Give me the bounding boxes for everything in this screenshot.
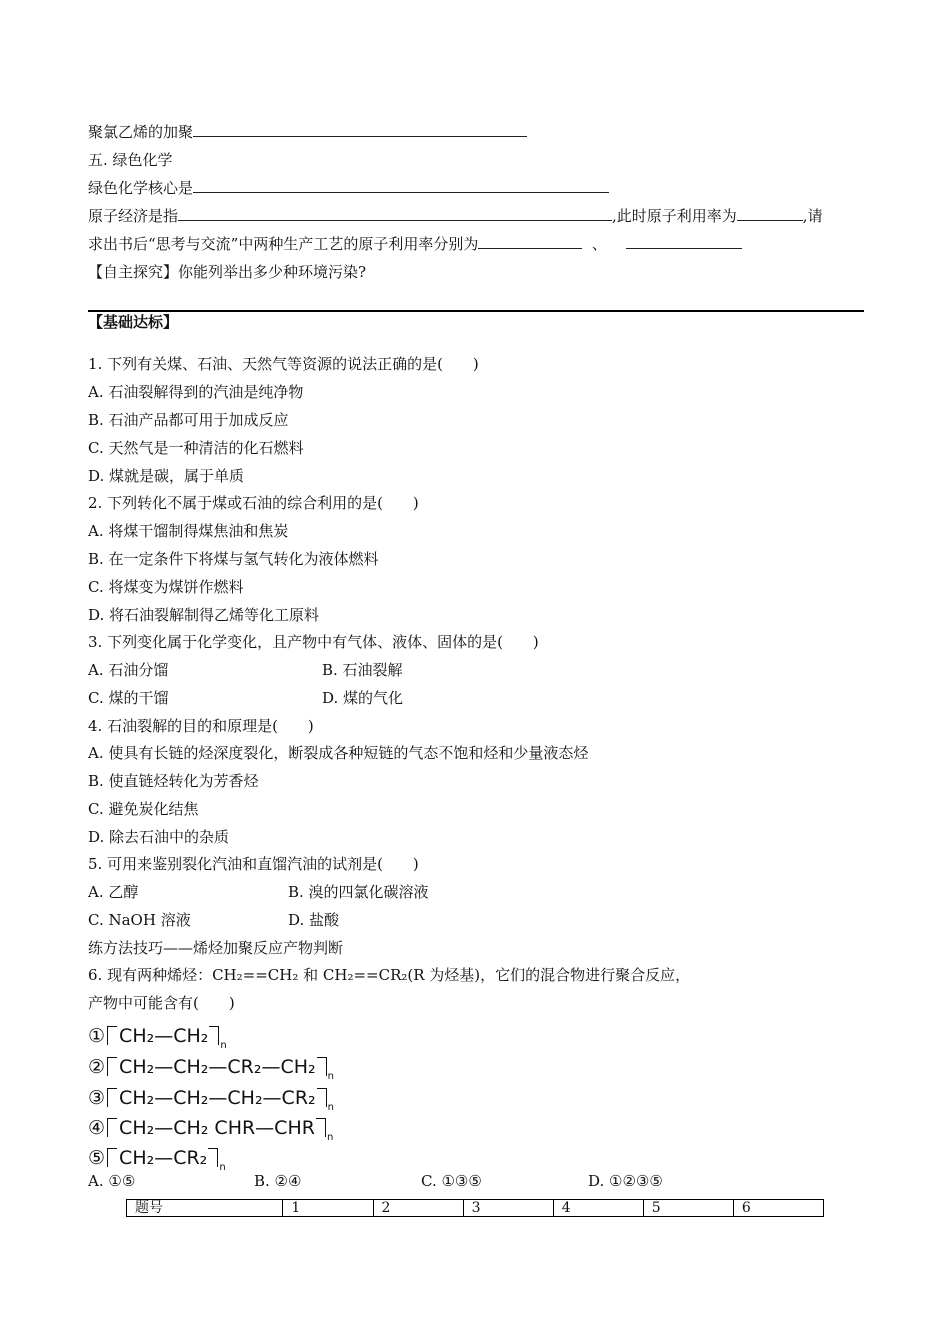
blank-atom-economy[interactable]	[178, 206, 612, 221]
formula-3	[88, 1086, 334, 1120]
blank-pvc[interactable]	[193, 122, 527, 137]
atom-economy-label: 原子经济是指	[88, 207, 179, 225]
q3-option-a[interactable]: A. 石油分馏	[88, 661, 169, 679]
q4-option-b[interactable]: B. 使直链烃转化为芳香烃	[88, 772, 259, 790]
bracket-close	[316, 1118, 326, 1137]
q3-stem: 3. 下列变化属于化学变化，且产物中有气体、液体、固体的是( )	[88, 633, 539, 651]
q3-option-b[interactable]: B. 石油裂解	[322, 661, 403, 679]
answer-cell-2[interactable]: 2	[373, 1200, 463, 1217]
q5-option-d[interactable]: D. 盐酸	[288, 911, 340, 929]
answer-cell-5[interactable]: 5	[643, 1200, 733, 1217]
calc-separator: 、	[591, 235, 607, 253]
table-row	[127, 1200, 824, 1217]
q2-option-d[interactable]: D. 将石油裂解制得乙烯等化工原料	[88, 606, 320, 624]
formula-2-body: CH₂—CH₂—CR₂—CH₂	[119, 1056, 316, 1078]
bracket-open	[107, 1057, 117, 1076]
line-atom-economy	[88, 206, 823, 226]
q1-option-c[interactable]: C. 天然气是一种清洁的化石燃料	[88, 439, 304, 457]
formula-4-number: ④	[88, 1117, 106, 1139]
bracket-open	[107, 1088, 117, 1107]
q2-stem: 2. 下列转化不属于煤或石油的综合利用的是( )	[88, 494, 419, 512]
answer-cell-1[interactable]: 1	[283, 1200, 373, 1217]
q5-option-c[interactable]: C. NaOH 溶液	[88, 911, 191, 929]
repeat-n: n	[327, 1102, 334, 1113]
q6-option-a[interactable]: A. ①⑤	[88, 1172, 136, 1190]
q2-option-a[interactable]: A. 将煤干馏制得煤焦油和焦炭	[88, 522, 289, 540]
q1-stem: 1. 下列有关煤、石油、天然气等资源的说法正确的是( )	[88, 355, 479, 373]
q5-stem: 5. 可用来鉴别裂化汽油和直馏汽油的试剂是( )	[88, 855, 419, 873]
answer-cell-6[interactable]: 6	[733, 1200, 823, 1217]
formula-3-body: CH₂—CH₂—CH₂—CR₂	[119, 1087, 316, 1109]
formula-4	[88, 1116, 333, 1150]
answer-table	[126, 1199, 824, 1217]
answer-cell-4[interactable]: 4	[553, 1200, 643, 1217]
repeat-n: n	[327, 1071, 334, 1082]
bracket-close	[208, 1148, 218, 1167]
q4-stem: 4. 石油裂解的目的和原理是( )	[88, 717, 314, 735]
line-pvc	[88, 122, 527, 142]
q1-option-b[interactable]: B. 石油产品都可用于加成反应	[88, 411, 289, 429]
answer-header-cell: 题号	[127, 1200, 283, 1217]
q4-option-d[interactable]: D. 除去石油中的杂质	[88, 828, 230, 846]
q6-stem-1: 6. 现有两种烯烃：CH₂==CH₂ 和 CH₂==CR₂(R 为烃基)，它们的混合物进行聚合反应，	[88, 966, 691, 984]
q5-option-a[interactable]: A. 乙醇	[88, 883, 139, 901]
formula-2	[88, 1055, 334, 1089]
formula-1	[88, 1024, 227, 1058]
q4-option-a[interactable]: A. 使具有长链的烃深度裂化，断裂成各种短链的气态不饱和烃和少量液态烃	[88, 744, 589, 762]
q3-option-d[interactable]: D. 煤的气化	[322, 689, 404, 707]
answer-cell-3[interactable]: 3	[463, 1200, 553, 1217]
bracket-close	[317, 1057, 327, 1076]
q1-option-a[interactable]: A. 石油裂解得到的汽油是纯净物	[88, 383, 304, 401]
q6-option-c[interactable]: C. ①③⑤	[421, 1172, 482, 1190]
formula-3-number: ③	[88, 1087, 106, 1109]
blank-calc-2[interactable]	[626, 234, 742, 249]
bracket-open	[107, 1148, 117, 1167]
blank-green-core[interactable]	[193, 178, 609, 193]
repeat-n: n	[220, 1040, 227, 1051]
blank-calc-1[interactable]	[478, 234, 582, 249]
formula-5-number: ⑤	[88, 1147, 106, 1169]
formula-4-body: CH₂—CH₂ CHR—CHR	[119, 1117, 315, 1139]
line-pvc-label: 聚氯乙烯的加聚	[88, 123, 194, 141]
green-core-label: 绿色化学核心是	[88, 179, 194, 197]
formula-1-body: CH₂—CH₂	[119, 1025, 209, 1047]
line-green-core	[88, 178, 609, 198]
q3-option-c[interactable]: C. 煤的干馏	[88, 689, 169, 707]
formula-5-body: CH₂—CR₂	[119, 1147, 208, 1169]
line-calc	[88, 234, 742, 254]
blank-atom-utilization[interactable]	[737, 206, 803, 221]
formula-2-number: ②	[88, 1056, 106, 1078]
q2-option-c[interactable]: C. 将煤变为煤饼作燃料	[88, 578, 244, 596]
section-divider	[88, 310, 864, 312]
q2-option-b[interactable]: B. 在一定条件下将煤与氢气转化为液体燃料	[88, 550, 379, 568]
q4-option-c[interactable]: C. 避免炭化结焦	[88, 800, 199, 818]
bracket-open	[107, 1026, 117, 1045]
formula-1-number: ①	[88, 1025, 106, 1047]
q5-option-b[interactable]: B. 溴的四氯化碳溶液	[288, 883, 429, 901]
q6-stem-2: 产物中可能含有( )	[88, 994, 235, 1012]
section-five-title: 五. 绿色化学	[88, 151, 173, 169]
technique-heading: 练方法技巧——烯烃加聚反应产物判断	[88, 939, 344, 957]
bracket-close	[209, 1026, 219, 1045]
repeat-n: n	[219, 1162, 226, 1173]
repeat-n: n	[326, 1132, 334, 1143]
q6-option-d[interactable]: D. ①②③⑤	[588, 1172, 663, 1190]
atom-utilization-label: ,此时原子利用率为	[612, 207, 737, 225]
section-title: 【基础达标】	[88, 313, 179, 331]
calc-label: 求出书后“思考与交流”中两种生产工艺的原子利用率分别为	[88, 235, 479, 253]
bracket-close	[317, 1088, 327, 1107]
atom-economy-tail: ,请	[802, 207, 823, 225]
q1-option-d[interactable]: D. 煤就是碳，属于单质	[88, 467, 245, 485]
explore-prompt: 【自主探究】你能列举出多少种环境污染?	[88, 263, 367, 281]
q6-option-b[interactable]: B. ②④	[254, 1172, 302, 1190]
bracket-open	[107, 1118, 117, 1137]
